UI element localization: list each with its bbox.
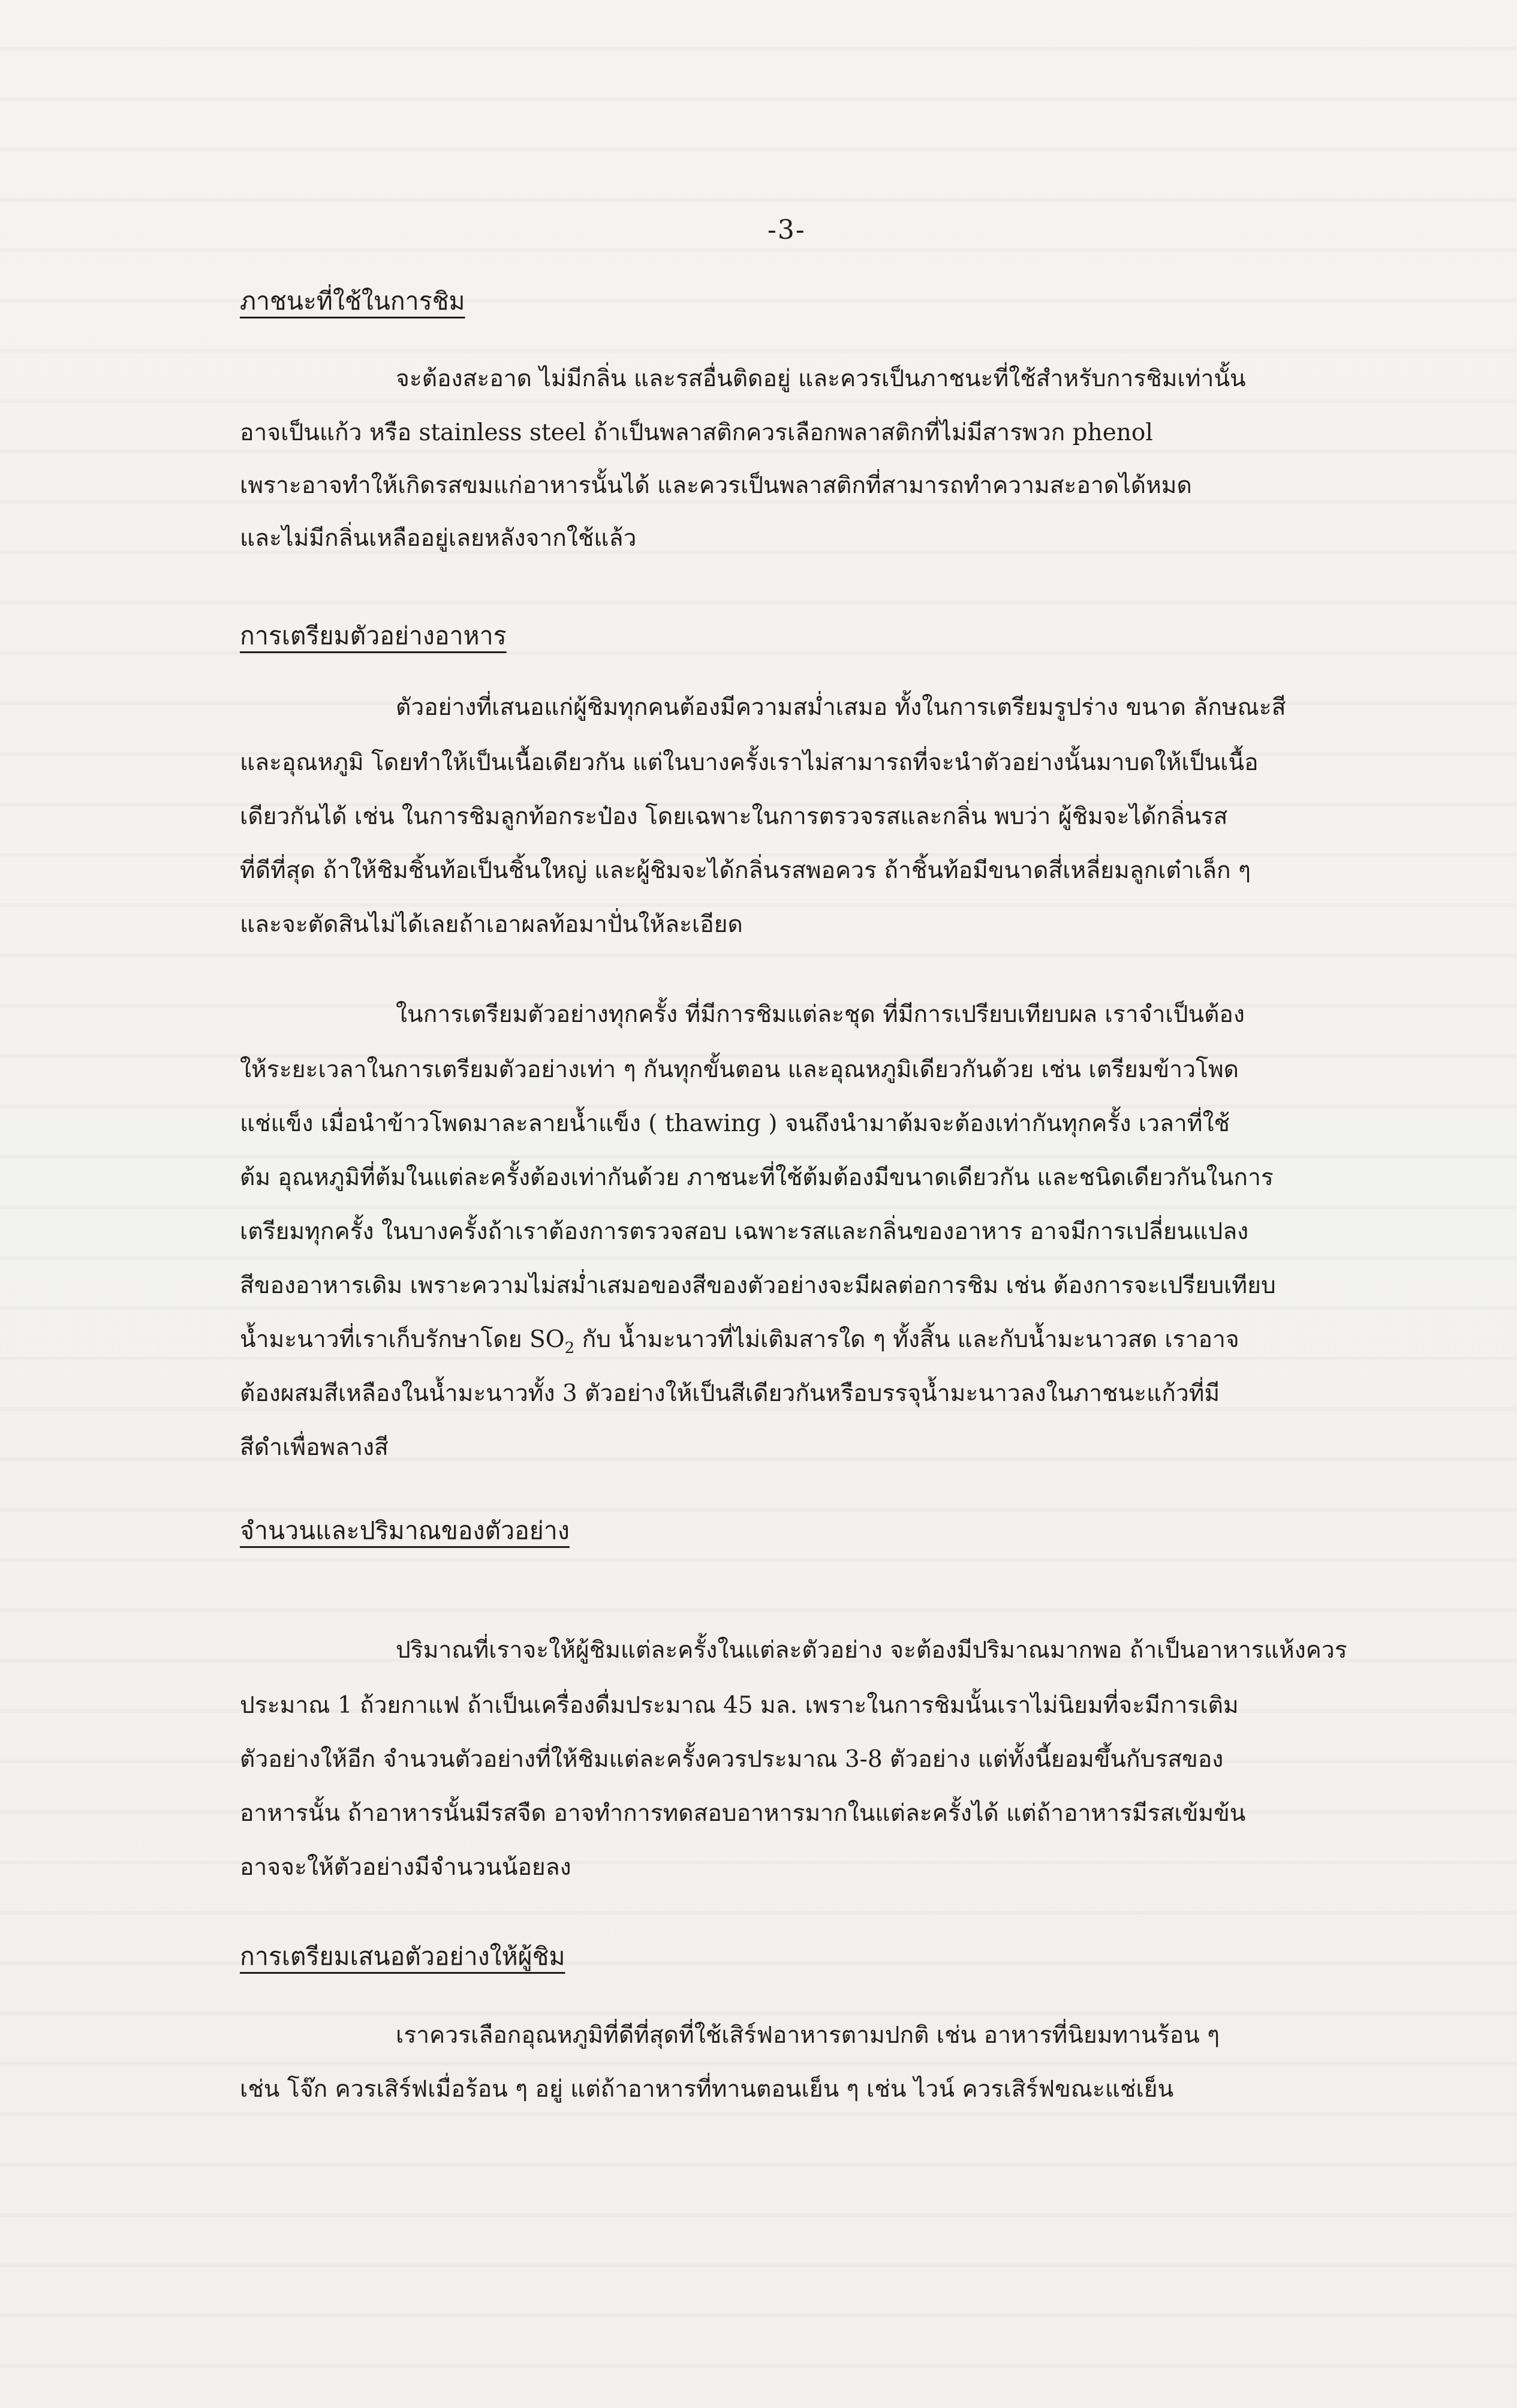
paragraph-line: เดียวกันได้ เช่น ในการชิมลูกท้อกระป๋อง โดยเฉพาะในการตรวจรสและกลิ่น พบว่า ผู้ชิมจะได้กลิ่นรส bbox=[240, 803, 1228, 830]
paragraph-line: อาจจะให้ตัวอย่างมีจำนวนน้อยลง bbox=[240, 1854, 571, 1881]
paragraph-line: เช่น โจ๊ก ควรเสิร์ฟเมื่อร้อน ๆ อยู่ แต่ถ้าอาหารที่ทานตอนเย็น ๆ เช่น ไวน์ ควรเสิร์ฟขณะแช่เย็น bbox=[240, 2076, 1174, 2103]
paragraph-line: อาหารนั้น ถ้าอาหารนั้นมีรสจืด อาจทำการทดสอบอาหารมากในแต่ละครั้งได้ แต่ถ้าอาหารมีรสเข้มข้น bbox=[240, 1800, 1246, 1827]
paragraph-line: เพราะอาจทำให้เกิดรสขมแก่อาหารนั้นได้ และควรเป็นพลาสติกที่สามารถทำความสะอาดได้หมด bbox=[240, 472, 1192, 499]
paragraph-line: เราควรเลือกอุณหภูมิที่ดีที่สุดที่ใช้เสิร์ฟอาหารตามปกติ เช่น อาหารที่นิยมทานร้อน ๆ bbox=[396, 2022, 1220, 2049]
paragraph-line: และไม่มีกลิ่นเหลืออยู่เลยหลังจากใช้แล้ว bbox=[240, 525, 637, 552]
paragraph-line: ให้ระยะเวลาในการเตรียมตัวอย่างเท่า ๆ กันทุกขั้นตอน และอุณหภูมิเดียวกันด้วย เช่น เตรียมข้าวโพด bbox=[240, 1056, 1239, 1083]
paragraph-line: ที่ดีที่สุด ถ้าให้ชิมชิ้นท้อเป็นชิ้นใหญ่ และผู้ชิมจะได้กลิ่นรสพอควร ถ้าชิ้นท้อมีขนาดสี่เหลี่ยมลูกเต๋าเล็ก ๆ bbox=[240, 857, 1251, 884]
paragraph-line: ประมาณ 1 ถ้วยกาแฟ ถ้าเป็นเครื่องดื่มประมาณ 45 มล. เพราะในการชิมนั้นเราไม่นิยมที่จะมีการเติม bbox=[240, 1692, 1239, 1719]
paragraph-line: ต้องผสมสีเหลืองในน้ำมะนาวทั้ง 3 ตัวอย่างให้เป็นสีเดียวกันหรือบรรจุน้ำมะนาวลงในภาชนะแก้วที่มี bbox=[240, 1380, 1220, 1407]
paragraph-line: จะต้องสะอาด ไม่มีกลิ่น และรสอื่นติดอยู่ และควรเป็นภาชนะที่ใช้สำหรับการชิมเท่านั้น bbox=[396, 365, 1246, 392]
paragraph-line: และอุณหภูมิ โดยทำให้เป็นเนื้อเดียวกัน แต่ในบางครั้งเราไม่สามารถที่จะนำตัวอย่างนั้นมาบดให้เป็นเนื้อ bbox=[240, 749, 1259, 776]
section-heading-sample-prep: การเตรียมตัวอย่างอาหาร bbox=[240, 621, 507, 650]
paragraph-line: สีดำเพื่อพลางสี bbox=[240, 1434, 389, 1461]
paragraph-line: สีของอาหารเดิม เพราะความไม่สม่ำเสมอของสีของตัวอย่างจะมีผลต่อการชิม เช่น ต้องการจะเปรียบเทียบ bbox=[240, 1272, 1276, 1299]
paragraph-line: เตรียมทุกครั้ง ในบางครั้งถ้าเราต้องการตรวจสอบ เฉพาะรสและกลิ่นของอาหาร อาจมีการเปลี่ยนแปลง bbox=[240, 1218, 1249, 1245]
section-heading-quantity: จำนวนและปริมาณของตัวอย่าง bbox=[240, 1516, 570, 1545]
paragraph-line: ตัวอย่างที่เสนอแก่ผู้ชิมทุกคนต้องมีความสม่ำเสมอ ทั้งในการเตรียมรูปร่าง ขนาด ลักษณะสี bbox=[396, 694, 1286, 721]
paragraph-line: และจะตัดสินไม่ได้เลยถ้าเอาผลท้อมาปั่นให้ละเอียด bbox=[240, 911, 743, 938]
section-heading-serving: การเตรียมเสนอตัวอย่างให้ผู้ชิม bbox=[240, 1942, 565, 1971]
section-heading-containers: ภาชนะที่ใช้ในการชิม bbox=[240, 287, 465, 315]
paragraph-line: อาจเป็นแก้ว หรือ stainless steel ถ้าเป็นพลาสติกควรเลือกพลาสติกที่ไม่มีสารพวก phenol bbox=[240, 419, 1153, 446]
page-number: -3- bbox=[767, 215, 806, 245]
subscript: 2 bbox=[564, 1339, 575, 1357]
paragraph-line: ปริมาณที่เราจะให้ผู้ชิมแต่ละครั้งในแต่ละตัวอย่าง จะต้องมีปริมาณมากพอ ถ้าเป็นอาหารแห้งควร bbox=[396, 1637, 1347, 1664]
paragraph-line: แช่แข็ง เมื่อนำข้าวโพดมาละลายน้ำแข็ง ( thawing ) จนถึงนำมาต้มจะต้องเท่ากันทุกครั้ง เวลาที่ใช้ bbox=[240, 1110, 1230, 1137]
line-part: น้ำมะนาวที่เราเก็บรักษาโดย SO bbox=[240, 1326, 565, 1353]
paragraph-line-with-subscript bbox=[240, 1321, 1415, 1359]
paragraph-line: ต้ม อุณหภูมิที่ต้มในแต่ละครั้งต้องเท่ากันด้วย ภาชนะที่ใช้ต้มต้องมีขนาดเดียวกัน และชนิดเดียวกันในการ bbox=[240, 1164, 1274, 1191]
line-part: กับ น้ำมะนาวที่ไม่เติมสารใด ๆ ทั้งสิ้น และกับน้ำมะนาวสด เราอาจ bbox=[574, 1326, 1239, 1353]
paragraph-line: ตัวอย่างให้อีก จำนวนตัวอย่างที่ให้ชิมแต่ละครั้งควรประมาณ 3-8 ตัวอย่าง แต่ทั้งนี้ยอมขึ้นกับรสของ bbox=[240, 1746, 1224, 1773]
paragraph-line: ในการเตรียมตัวอย่างทุกครั้ง ที่มีการชิมแต่ละชุด ที่มีการเปรียบเทียบผล เราจำเป็นต้อง bbox=[396, 1001, 1245, 1028]
